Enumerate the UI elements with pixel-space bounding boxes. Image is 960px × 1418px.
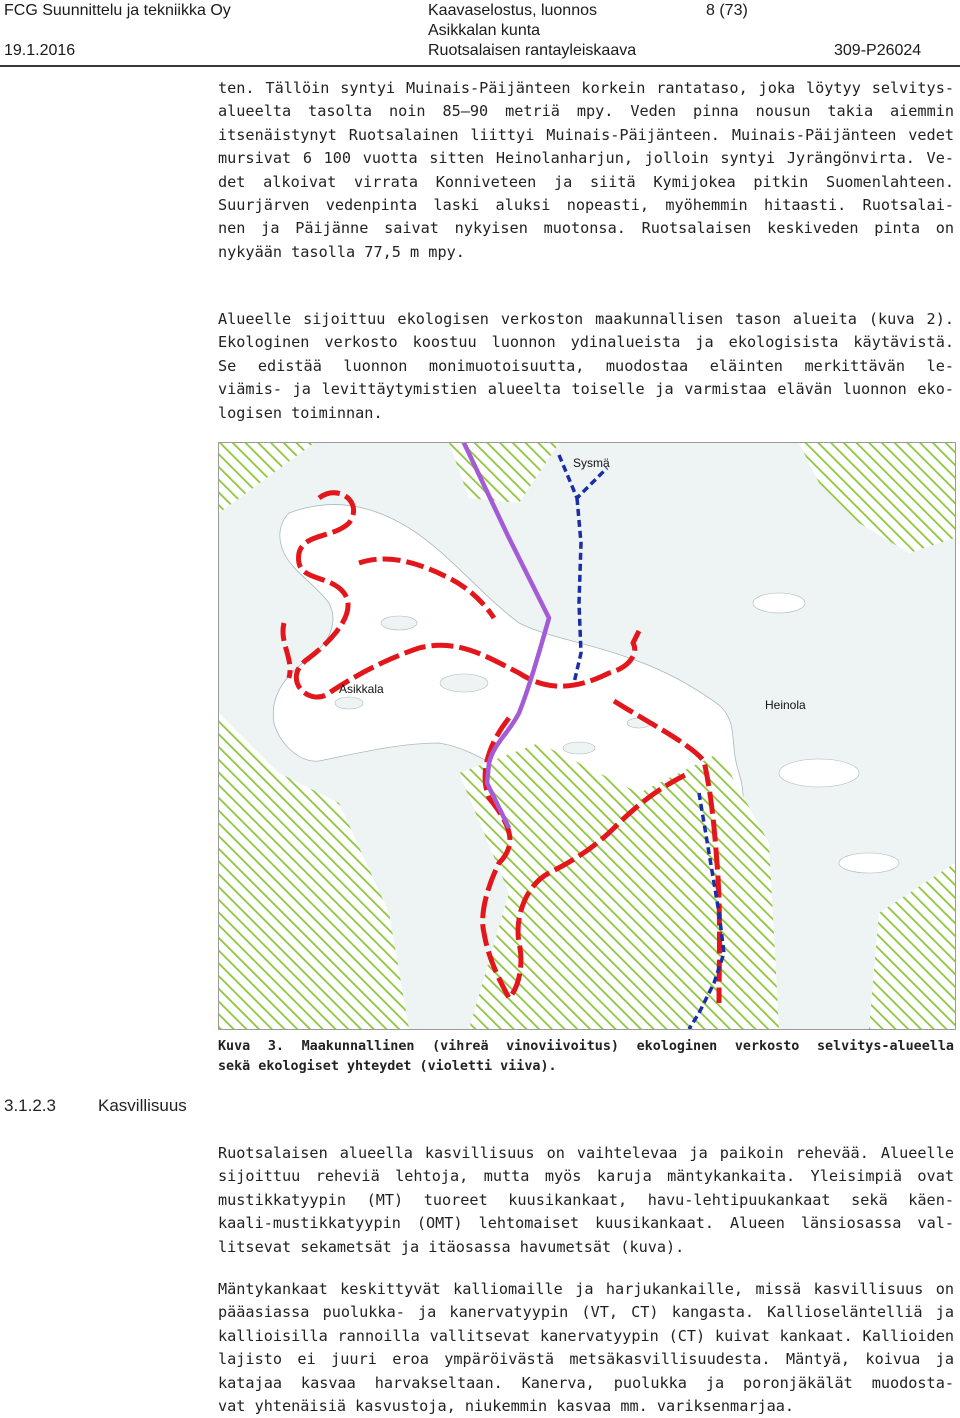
- text-line: ten. Tällöin syntyi Muinais-Päijänteen korkein rantataso, joka löytyy selvitys-: [218, 79, 954, 97]
- text-line: lajisto ei juuri eroa ympäröivästä metsäkasvillisuudesta. Mäntyä, koivua ja: [218, 1350, 954, 1369]
- header-divider: [0, 65, 960, 67]
- text-line: Mäntykankaat keskittyvät kalliomaille ja harjukankaille, missä kasvillisuus on: [218, 1280, 954, 1298]
- section-heading: [4, 1096, 187, 1116]
- text-line: Alueelle sijoittuu ekologisen verkoston maakunnallisen tason alueita (kuva 2).: [218, 310, 954, 328]
- text-line: vat yhtenäisiä kasvustoja, niukemmin kasvaa mm. variksenmarjaa.: [218, 1397, 795, 1416]
- section-number: 3.1.2.3: [4, 1096, 56, 1115]
- text-line: mursivat 6 100 vuotta sitten Heinolanharjun, jolloin syntyi Jyrängönvirta. Ve-: [218, 149, 954, 168]
- text-line: Suurjärven vedenpinta laski aluksi nopeasti, myöhemmin hitaasti. Ruotsalai-: [218, 196, 954, 215]
- map-label-heinola: Heinola: [765, 698, 806, 712]
- green-area-southeast: [869, 863, 955, 1029]
- island: [563, 742, 595, 754]
- company-name: FCG Suunnittelu ja tekniikka Oy: [4, 2, 231, 19]
- text-line: det alkoivat virrata Konniveteen ja siitä Kymijokea pitkin Suomenlahteen.: [218, 172, 954, 191]
- paragraph-pine-heaths: [218, 1278, 954, 1418]
- paragraph-ecological-network: [218, 308, 954, 425]
- small-lake: [779, 759, 859, 787]
- document-type: Kaavaselostus, luonnos: [428, 2, 597, 19]
- municipality: Asikkalan kunta: [428, 22, 541, 39]
- island: [335, 697, 363, 709]
- text-line: logisen toiminnan.: [218, 403, 383, 422]
- small-lake: [839, 853, 899, 873]
- text-line: litsevat sekametsät ja itäosassa havumetsät (kuva).: [218, 1237, 685, 1256]
- green-area-south: [459, 743, 779, 1029]
- green-area-north: [449, 443, 559, 503]
- text-line: mustikkatyypin (MT) tuoreet kuusikankaat, havu-lehtipuukankaat sekä käen-: [218, 1190, 954, 1209]
- text-line: sijoittuu reheviä lehtoja, mutta myös karuja mäntykankaita. Yleisimpiä ovat: [218, 1167, 954, 1186]
- project-code: 309-P26024: [834, 42, 922, 59]
- text-line: katajaa kasvaa harvakseltaan. Kanerva, puolukka ja poronjäkälät muodosta-: [218, 1373, 954, 1392]
- section-title: Kasvillisuus: [98, 1096, 187, 1115]
- document-date: 19.1.2016: [4, 42, 76, 59]
- green-area-northeast: [799, 443, 955, 553]
- text-line: kaali-mustikkatyypin (OMT) lehtomaiset kuusikankaat. Alueen länsiosassa val-: [218, 1214, 954, 1233]
- caption-line: sekä ekologiset yhteydet (violetti viiva).: [218, 1059, 557, 1074]
- page-number: 8 (73): [706, 2, 748, 19]
- text-line: nykyään tasolla 77,5 m mpy.: [218, 242, 465, 261]
- island: [440, 674, 488, 692]
- figure-caption: [218, 1037, 954, 1077]
- plan-name: Ruotsalaisen rantayleiskaava: [428, 42, 637, 59]
- small-lake: [753, 593, 805, 613]
- map-svg: [219, 443, 955, 1029]
- paragraph-vegetation: [218, 1142, 954, 1259]
- text-line: Se edistää luonnon monimuotoisuutta, muodostaa eläinten merkittävän le-: [218, 356, 954, 375]
- map-label-sysma: Sysmä: [573, 456, 610, 470]
- island: [381, 616, 417, 630]
- text-line: Ekologinen verkosto koostuu luonnon ydinalueista ja ekologisista käytävistä.: [218, 333, 954, 352]
- map-label-asikkala: Asikkala: [339, 682, 384, 696]
- caption-line: Kuva 3. Maakunnallinen (vihreä vinoviivoitus) ekologinen verkosto selvitys-alueella: [218, 1039, 954, 1054]
- green-area-northwest: [219, 443, 314, 513]
- text-line: pääasiassa puolukka- ja kanervatyypin (VT, CT) kangasta. Kallioseläntelliä ja: [218, 1303, 954, 1322]
- text-line: itsenäistynyt Ruotsalainen liittyi Muinais-Päijänteen. Muinais-Päijänteen vedet: [218, 125, 954, 144]
- text-line: alueelta tasolta noin 85–90 metriä mpy. Veden pinna nousun takia aiemmin: [218, 102, 954, 121]
- text-line: nen ja Päijänne saivat nykyisen muotonsa. Ruotsalaisen keskiveden pinta on: [218, 219, 954, 238]
- text-line: Ruotsalaisen alueella kasvillisuus on vaihtelevaa ja paikoin rehevää. Alueelle: [218, 1144, 954, 1162]
- text-line: viämis- ja levittäytymistien alueelta toiselle ja varmistaa elävän luonnon eko-: [218, 380, 954, 399]
- paragraph-history: [218, 77, 954, 264]
- text-line: kallioisilla rannoilla vallitsevat kanervatyypin (CT) kuivat kankaat. Kallioiden: [218, 1326, 954, 1345]
- ecological-network-map: [218, 442, 956, 1030]
